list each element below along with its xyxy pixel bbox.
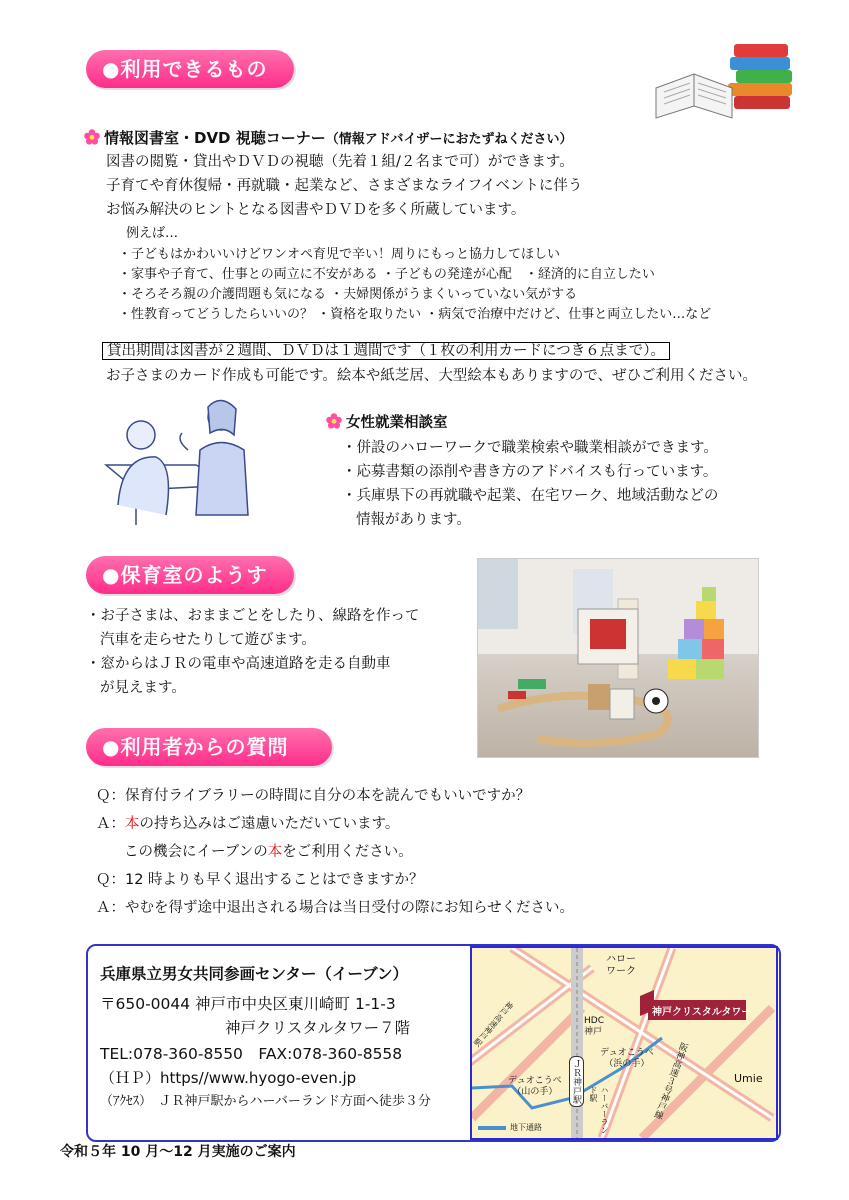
- example-4: ・性教育ってどうしたらいいの？ ・資格を取りたい ・病気で治療中だけど、仕事と両立したい…など: [118, 307, 712, 322]
- map-hanshin-expressway: 阪神高速３号神戸線: [651, 1040, 689, 1121]
- loan-line-2: お子さまのカード作成も可能です。絵本や紙芝居、大型絵本もありますので、ぜひご利用ください。: [106, 368, 758, 384]
- section-title-usable: ●利用できるもの: [86, 50, 294, 88]
- consult-line-2: ・応募書類の添削や書き方のアドバイスも行っています。: [342, 464, 718, 480]
- faq-q1: Ｑ：保育付ライブラリーの時間に自分の本を読んでもいいですか？: [96, 788, 531, 804]
- example-3: ・そろそろ親の介護問題も気になる ・夫婦関係がうまくいっていない気がする: [118, 287, 578, 302]
- contact-hp[interactable]: （ＨＰ）https//www.hyogo-even.jp: [100, 1069, 357, 1087]
- faq-a2: Ａ：やむを得ず途中退出される場合は当日受付の際にお知らせください。: [96, 900, 575, 916]
- access-map: [470, 946, 778, 1140]
- map-duo-yamanote: デュオこうべ （山の手）: [508, 1076, 562, 1097]
- consult-line-3: ・兵庫県下の再就職や起業、在宅ワーク、地域活動などの: [342, 488, 719, 504]
- contact-org: 兵庫県立男女共同参画センター（イーブン）: [100, 965, 408, 983]
- examples-label: 例えば…: [126, 226, 179, 241]
- map-duo-hamanote: デュオこうべ （浜の手）: [600, 1048, 654, 1069]
- library-line-3: お悩み解決のヒントとなる図書やＤＶＤを多く所蔵しています。: [106, 202, 526, 218]
- library-line-2: 子育てや育休復帰・再就職・起業など、さまざまなライフイベントに伴う: [106, 178, 583, 194]
- map-crystal-tower: 神戸クリスタルタワー: [652, 1007, 752, 1018]
- map-jr-station: ＪＲ神戸駅: [569, 1056, 584, 1107]
- flower-icon: [84, 129, 100, 145]
- contact-address-1: 〒650-0044 神戸市中央区東川崎町 1-1-3: [100, 995, 396, 1013]
- flower-icon: [326, 413, 342, 429]
- map-harborland-station: ハーバーランド駅: [589, 1086, 609, 1134]
- faq-a1b: この機会にイーブンの本をご利用ください。: [124, 844, 413, 860]
- example-2: ・家事や子育て、仕事との両立に不安がある ・子どもの発達が心配 ・経済的に自立したい: [118, 267, 655, 282]
- map-umie: Umie: [734, 1072, 763, 1085]
- nursery-line-4: が見えます。: [100, 680, 186, 696]
- section-title-faq: ●利用者からの質問: [86, 728, 332, 766]
- nursery-photo: [477, 558, 759, 758]
- consult-line-1: ・併設のハローワークで職業検索や職業相談ができます。: [342, 440, 718, 456]
- nursery-line-3: ・窓からはＪＲの電車や高速道路を走る自動車: [86, 656, 391, 672]
- counseling-illustration: [96, 395, 276, 525]
- books-illustration: [650, 38, 800, 123]
- faq-q2: Ｑ：12 時よりも早く退出することはできますか？: [96, 872, 424, 888]
- contact-tel-fax: TEL:078-360-8550 FAX:078-360-8558: [100, 1045, 403, 1063]
- map-hello-work: ハロー ワーク: [606, 954, 636, 977]
- contact-access: （ｱｸｾｽ） ＪＲ神戸駅からハーバーランド方面へ徒歩３分: [100, 1094, 431, 1109]
- faq-a1: Ａ：本の持ち込みはご遠慮いただいています。: [96, 816, 400, 832]
- example-1: ・子どもはかわいいけどワンオペ育児で辛い！周りにもっと協力してほしい: [118, 247, 561, 262]
- map-underground: 地下通路: [510, 1123, 542, 1132]
- map-hdc: HDC 神戸: [584, 1016, 604, 1037]
- library-heading: 情報図書室・DVD 視聴コーナー（情報アドバイザーにおたずねください）: [84, 128, 573, 150]
- loan-period: 貸出期間は図書が２週間、ＤＶＤは１週間です（１枚の利用カードにつき６点まで）。: [102, 341, 670, 361]
- map-kobe-kosoku: 神戸高速神戸駅: [472, 999, 515, 1049]
- section-title-nursery: ●保育室のようす: [86, 556, 294, 594]
- nursery-line-2: 汽車を走らせたりして遊びます。: [100, 632, 316, 648]
- consult-heading: 女性就業相談室: [326, 413, 448, 433]
- contact-address-2: 神戸クリスタルタワー７階: [225, 1019, 411, 1037]
- consult-line-4: 情報があります。: [356, 512, 471, 528]
- nursery-line-1: ・お子さまは、おままごとをしたり、線路を作って: [86, 608, 420, 624]
- library-line-1: 図書の閲覧・貸出やＤＶＤの視聴（先着１組/２名まで可）ができます。: [106, 154, 574, 170]
- footer-note: 令和５年 10 月～12 月実施のご案内: [60, 1144, 296, 1160]
